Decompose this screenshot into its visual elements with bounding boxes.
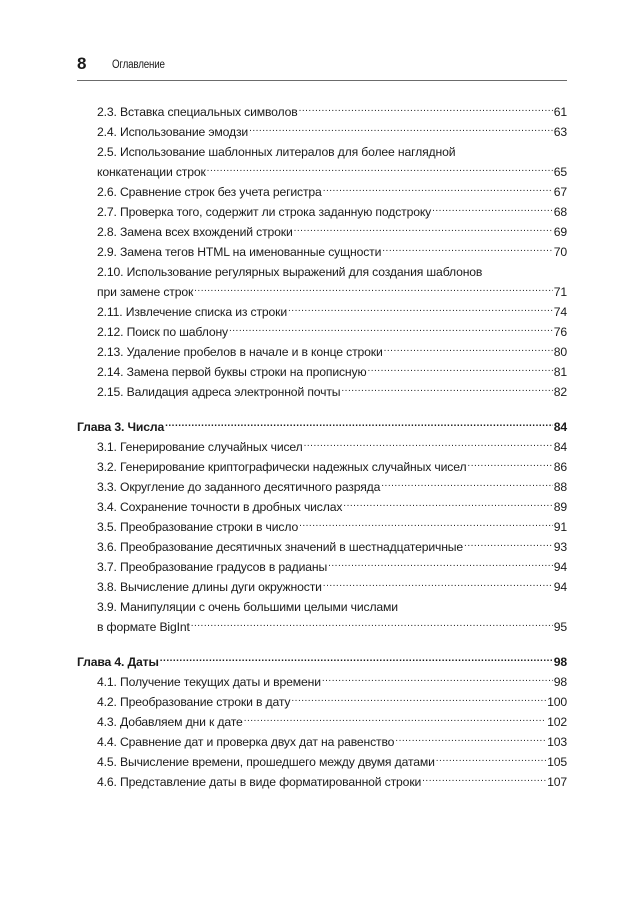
- section-title: Генерирование случайных чисел: [119, 440, 303, 454]
- toc-entry-2-13[interactable]: [77, 342, 567, 362]
- section-title: Валидация адреса электронной почты: [126, 385, 341, 399]
- toc-entry-2-8[interactable]: [77, 222, 567, 242]
- section-number: 2.15.: [97, 385, 124, 399]
- page-header: [77, 54, 567, 81]
- toc-entry-3-5[interactable]: [77, 517, 567, 537]
- section-number: 3.7.: [97, 560, 117, 574]
- table-of-contents: [77, 102, 567, 792]
- section-title-line1: Использование регулярных выражений для создания шаблонов: [126, 265, 483, 279]
- section-number: 2.6.: [97, 185, 117, 199]
- section-number: 2.4.: [97, 125, 117, 139]
- page-ref: 63: [553, 125, 567, 139]
- dot-leader: [244, 714, 546, 726]
- dot-leader: [395, 734, 546, 746]
- toc-entry-2-3[interactable]: [77, 102, 567, 122]
- page-ref: 76: [553, 325, 567, 339]
- page-ref: 82: [553, 385, 567, 399]
- page-ref: 71: [553, 285, 567, 299]
- section-number: 2.3.: [97, 105, 117, 119]
- section-title: Представление даты в виде форматированной строки: [119, 775, 422, 789]
- page-ref: 61: [553, 105, 567, 119]
- chapter-title: Глава 4. Даты: [77, 655, 159, 669]
- toc-entry-4-2[interactable]: [77, 692, 567, 712]
- section-number: 2.12.: [97, 325, 124, 339]
- section-title: Сохранение точности в дробных числах: [119, 500, 343, 514]
- section-number: 4.2.: [97, 695, 117, 709]
- section-title: Вычисление длины дуги окружности: [119, 580, 322, 594]
- page-ref: 67: [553, 185, 567, 199]
- section-title: Округление до заданного десятичного разряда: [119, 480, 381, 494]
- dot-leader: [436, 754, 546, 766]
- section-number: 3.9.: [97, 600, 117, 614]
- dot-leader: [299, 104, 553, 116]
- section-number: 4.4.: [97, 735, 117, 749]
- section-title: Сравнение дат и проверка двух дат на равенство: [119, 735, 395, 749]
- section-number: 2.10.: [97, 265, 124, 279]
- section-number: 2.7.: [97, 205, 117, 219]
- section-title: Получение текущих даты и времени: [119, 675, 321, 689]
- toc-entry-2-9[interactable]: [77, 242, 567, 262]
- dot-leader: [467, 459, 552, 471]
- toc-entry-4-4[interactable]: [77, 732, 567, 752]
- section-number: 4.1.: [97, 675, 117, 689]
- section-title: Преобразование строки в число: [119, 520, 299, 534]
- running-title: Оглавление: [112, 59, 165, 71]
- section-title: Поиск по шаблону: [126, 325, 228, 339]
- toc-entry-2-11[interactable]: [77, 302, 567, 322]
- toc-entry-3-4[interactable]: [77, 497, 567, 517]
- dot-leader: [367, 364, 552, 376]
- dot-leader: [464, 539, 553, 551]
- section-title: Преобразование десятичных значений в шестнадцатеричные: [119, 540, 464, 554]
- page-ref: 103: [547, 735, 567, 749]
- section-number: 2.11.: [97, 305, 123, 319]
- dot-leader: [422, 774, 546, 786]
- section-title-line1: Манипуляции с очень большими целыми числами: [119, 600, 398, 614]
- toc-entry-3-6[interactable]: [77, 537, 567, 557]
- dot-leader: [323, 184, 553, 196]
- page-ref: 89: [553, 500, 567, 514]
- section-number: 3.8.: [97, 580, 117, 594]
- page-ref: 81: [553, 365, 567, 379]
- toc-entry-2-6[interactable]: [77, 182, 567, 202]
- section-number: 2.13.: [97, 345, 124, 359]
- section-number: 3.5.: [97, 520, 117, 534]
- page-ref: 68: [553, 205, 567, 219]
- section-number: 2.8.: [97, 225, 117, 239]
- page-ref: 74: [553, 305, 567, 319]
- page-ref: 65: [553, 165, 567, 179]
- section-title: Вставка специальных символов: [119, 105, 298, 119]
- section-title: Добавляем дни к дате: [119, 715, 243, 729]
- section-title: Замена первой буквы строки на прописную: [126, 365, 367, 379]
- dot-leader: [432, 204, 553, 216]
- section-title: Удаление пробелов в начале и в конце строки: [126, 345, 383, 359]
- toc-entry-3-7[interactable]: [77, 557, 567, 577]
- page-ref: 91: [553, 520, 567, 534]
- page-ref: 93: [553, 540, 567, 554]
- page-ref: 98: [553, 655, 567, 669]
- section-title-line2: конкатенации строк: [97, 165, 206, 179]
- dot-leader: [294, 224, 553, 236]
- page-ref: 107: [547, 775, 567, 789]
- section-number: 3.4.: [97, 500, 117, 514]
- section-title: Генерирование криптографически надежных случайных чисел: [119, 460, 467, 474]
- dot-leader: [229, 324, 553, 336]
- toc-entry-3-2[interactable]: [77, 457, 567, 477]
- section-title: Извлечение списка из строки: [125, 305, 288, 319]
- section-number: 4.5.: [97, 755, 117, 769]
- page-ref: 102: [547, 715, 567, 729]
- dot-leader: [165, 419, 553, 431]
- dot-leader: [382, 244, 552, 256]
- dot-leader: [328, 559, 553, 571]
- toc-entry-2-14[interactable]: [77, 362, 567, 382]
- chapter-title: Глава 3. Числа: [77, 420, 165, 434]
- toc-entry-2-10[interactable]: [77, 262, 567, 302]
- section-number: 2.5.: [97, 145, 117, 159]
- section-number: 3.2.: [97, 460, 117, 474]
- page-ref: 69: [553, 225, 567, 239]
- toc-entry-2-15[interactable]: [77, 382, 567, 402]
- page-ref: 95: [553, 620, 567, 634]
- page-ref: 94: [553, 560, 567, 574]
- toc-entry-3-3[interactable]: [77, 477, 567, 497]
- section-title: Использование эмодзи: [119, 125, 249, 139]
- toc-entry-2-4[interactable]: [77, 122, 567, 142]
- toc-entry-2-7[interactable]: [77, 202, 567, 222]
- section-number: 4.6.: [97, 775, 117, 789]
- page-ref: 80: [553, 345, 567, 359]
- page-ref: 88: [553, 480, 567, 494]
- page-ref: 94: [553, 580, 567, 594]
- section-title: Преобразование строки в дату: [119, 695, 291, 709]
- section-title: Замена тегов HTML на именованные сущности: [119, 245, 382, 259]
- section-title-line2: в формате BigInt: [97, 620, 190, 634]
- toc-entry-4-3[interactable]: [77, 712, 567, 732]
- dot-leader: [194, 284, 553, 296]
- toc-entry-3-8[interactable]: [77, 577, 567, 597]
- dot-leader: [291, 694, 546, 706]
- page-ref: 105: [547, 755, 567, 769]
- dot-leader: [341, 384, 552, 396]
- toc-entry-3-1[interactable]: [77, 437, 567, 457]
- dot-leader: [191, 619, 553, 631]
- toc-entry-3-9[interactable]: [77, 597, 567, 637]
- section-title: Сравнение строк без учета регистра: [119, 185, 322, 199]
- dot-leader: [160, 654, 553, 666]
- page-number: 8: [77, 54, 87, 73]
- section-number: 2.14.: [97, 365, 124, 379]
- page-ref: 84: [553, 440, 567, 454]
- section-title: Вычисление времени, прошедшего между двумя датами: [119, 755, 435, 769]
- toc-entry-2-12[interactable]: [77, 322, 567, 342]
- dot-leader: [304, 439, 553, 451]
- page-ref: 98: [553, 675, 567, 689]
- dot-leader: [323, 579, 553, 591]
- section-number: 3.3.: [97, 480, 117, 494]
- dot-leader: [299, 519, 553, 531]
- section-number: 3.1.: [97, 440, 117, 454]
- toc-entry-4-5[interactable]: [77, 752, 567, 772]
- section-number: 2.9.: [97, 245, 117, 259]
- section-title: Проверка того, содержит ли строка заданную подстроку: [119, 205, 432, 219]
- dot-leader: [343, 499, 552, 511]
- dot-leader: [381, 479, 552, 491]
- page-ref: 84: [553, 420, 567, 434]
- dot-leader: [249, 124, 553, 136]
- toc-chapter-4[interactable]: [77, 652, 567, 672]
- section-number: 4.3.: [97, 715, 117, 729]
- page-ref: 100: [547, 695, 567, 709]
- toc-entry-4-6[interactable]: [77, 772, 567, 792]
- page-ref: 70: [553, 245, 567, 259]
- page-ref: 86: [553, 460, 567, 474]
- section-title-line1: Использование шаблонных литералов для более наглядной: [119, 145, 456, 159]
- toc-entry-2-5[interactable]: [77, 142, 567, 182]
- dot-leader: [207, 164, 553, 176]
- toc-entry-4-1[interactable]: [77, 672, 567, 692]
- dot-leader: [384, 344, 553, 356]
- section-number: 3.6.: [97, 540, 117, 554]
- dot-leader: [288, 304, 553, 316]
- section-title: Замена всех вхождений строки: [119, 225, 293, 239]
- section-title: Преобразование градусов в радианы: [119, 560, 328, 574]
- toc-chapter-3[interactable]: [77, 417, 567, 437]
- section-title-line2: при замене строк: [97, 285, 194, 299]
- dot-leader: [322, 674, 553, 686]
